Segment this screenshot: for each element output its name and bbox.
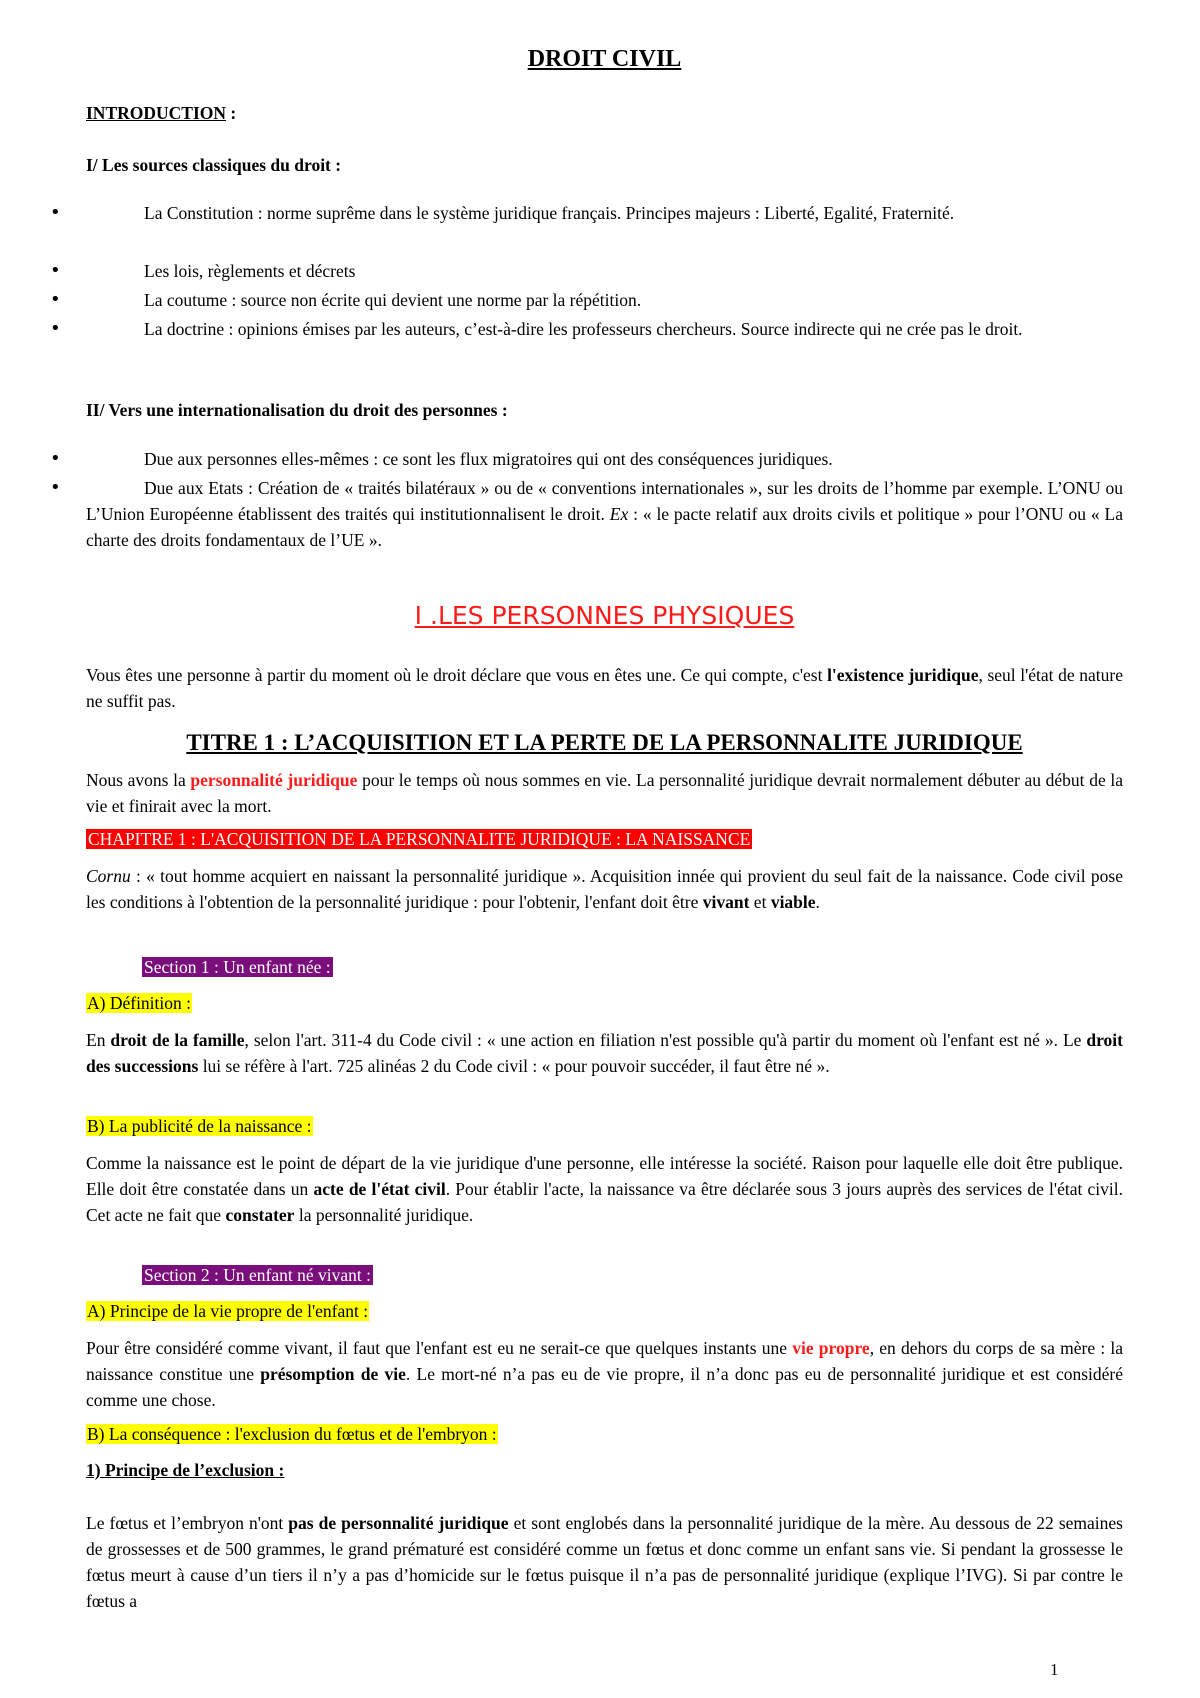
bullet-icon: • — [50, 318, 61, 339]
principe-exclusion-text: 1) Principe de l’exclusion : — [86, 1460, 285, 1480]
list-item-text: La coutume : source non écrite qui devient une norme par la répétition. — [144, 290, 642, 310]
text-run: et sont englobés dans la personnalité juridique de la mère. Au dessous de 22 semaines de grossesses et de 500 grammes, le grand prématuré est considéré comme un fœtus et donc comme un enfant sans vie. Si pendant la grossesse le fœtus meurt à cause d’un tiers il n’y a pas d’homicide sur le fœtus puisque il n’a pas de personnalité juridique (explique l’IVG). Si par contre le fœtus a — [86, 1513, 1123, 1611]
bold-term: l'existence juridique — [827, 665, 979, 685]
bold-term: droit des successions — [86, 1030, 1123, 1076]
part2-heading: II/ Vers une internationalisation du droit des personnes : — [86, 400, 508, 420]
red-term: vie propre — [792, 1338, 870, 1358]
bold-term: pas de personnalité juridique — [288, 1513, 509, 1533]
publicite-paragraph — [86, 1150, 1123, 1228]
red-term: personnalité juridique — [190, 770, 358, 790]
document-title: DROIT CIVIL — [527, 46, 682, 72]
subheading-text: A) Principe de la vie propre de l'enfant : — [87, 1301, 369, 1321]
subheading-consequence — [86, 1421, 1123, 1447]
text-run: . Le mort-né n’a pas eu de vie propre, il n’a donc pas eu de personnalité juridique et est considéré comme une chose. — [86, 1364, 1123, 1410]
text-run: Nous avons la — [86, 770, 191, 790]
personnalite-paragraph — [86, 767, 1123, 819]
vie-propre-paragraph — [86, 1335, 1123, 1413]
text-run: , en dehors du corps de sa mère : la naissance constitue une — [86, 1338, 1124, 1384]
list-item — [50, 316, 1123, 342]
intro-paragraph — [86, 662, 1123, 714]
text-run: . — [815, 892, 820, 912]
text-run: : « le pacte relatif aux droits civils et politique » pour l’ONU ou « La charte des droits fondamentaux de l’UE ». — [86, 504, 1123, 550]
text-run: Comme la naissance est le point de départ de la vie juridique d'une personne, elle intéresse la société. Raison pour laquelle elle doit être publique. Elle doit être constatée dans un — [86, 1153, 1123, 1199]
section2-heading-text: Section 2 : Un enfant né vivant : — [144, 1265, 371, 1285]
section1-heading-text: Section 1 : Un enfant née : — [144, 957, 331, 977]
principe-exclusion-heading — [86, 1457, 1123, 1483]
list-item — [50, 200, 1123, 226]
bullet-icon: • — [50, 477, 61, 498]
chapter-heading — [86, 826, 1123, 852]
cornu-paragraph — [86, 863, 1123, 915]
text-run: Pour être considéré comme vivant, il faut que l'enfant est eu ne serait-ce que quelques instants une — [86, 1338, 793, 1358]
subheading-definition — [86, 990, 1123, 1016]
titre-heading: TITRE 1 : L’ACQUISITION ET LA PERTE DE LA PERSONNALITE JURIDIQUE — [186, 730, 1023, 755]
list-item — [50, 258, 1123, 284]
subheading-text: A) Définition : — [87, 993, 192, 1013]
bullet-icon: • — [50, 260, 61, 281]
foetus-paragraph — [86, 1510, 1123, 1614]
text-run: , seul l'état de nature ne suffit pas. — [86, 665, 1123, 711]
text-run: et — [749, 892, 771, 912]
intro-heading — [86, 100, 1123, 126]
bold-term: vivant — [702, 892, 750, 912]
list-item-text: Due aux personnes elles-mêmes : ce sont les flux migratoires qui ont des conséquences juridiques. — [144, 449, 833, 469]
text-run: . Pour établir l'acte, la naissance va être déclarée sous 3 jours auprès des services de l'état civil. Cet acte ne fait que — [86, 1179, 1124, 1225]
subheading-text: B) La conséquence : l'exclusion du fœtus et de l'embryon : — [87, 1424, 497, 1444]
bullet-icon: • — [50, 202, 61, 223]
page-number: 1 — [1050, 1660, 1059, 1679]
subheading-principe — [86, 1298, 1123, 1324]
bold-term: droit de la famille — [110, 1030, 245, 1050]
bullet-icon: • — [50, 448, 61, 469]
bullet-icon: • — [50, 289, 61, 310]
text-run: Due aux Etats : Création de « traités bilatéraux » ou de « conventions internationales », sur les droits de l’homme par exemple. L’ONU ou L’Union Européenne établissent des traités qui institutionnalisent le droit. — [86, 478, 1123, 524]
bold-term: viable — [770, 892, 816, 912]
list-item-text: Les lois, règlements et décrets — [144, 261, 356, 281]
list-item — [50, 287, 1123, 313]
text-run: Le fœtus et l’embryon n'ont — [86, 1513, 289, 1533]
subheading-publicite — [86, 1113, 1123, 1139]
example-label: Ex — [609, 504, 629, 524]
subheading-text: B) La publicité de la naissance : — [87, 1116, 312, 1136]
bold-term: présomption de vie — [260, 1364, 406, 1384]
intro-heading-colon: : — [226, 103, 237, 123]
intro-heading-text: INTRODUCTION — [86, 103, 227, 123]
section1-heading — [86, 954, 1179, 980]
section-title: I .LES PERSONNES PHYSIQUES — [414, 601, 795, 630]
text-run: En — [86, 1030, 111, 1050]
list-item — [50, 475, 1123, 553]
list-item — [50, 446, 1123, 472]
list-item-text: La Constitution : norme suprême dans le système juridique français. Principes majeurs : Liberté, Egalité, Fraternité. — [144, 203, 955, 223]
section2-heading — [86, 1262, 1179, 1288]
text-run: Vous êtes une personne à partir du moment où le droit déclare que vous en êtes une. Ce qui compte, c'est — [86, 665, 828, 685]
text-run: lui se réfère à l'art. 725 alinéas 2 du Code civil : « pour pouvoir succéder, il faut être né ». — [198, 1056, 830, 1076]
part1-heading: I/ Les sources classiques du droit : — [86, 155, 342, 175]
author-name: Cornu — [86, 866, 131, 886]
bold-term: constater — [225, 1205, 295, 1225]
definition-paragraph — [86, 1027, 1123, 1079]
chapter-heading-text: CHAPITRE 1 : L'ACQUISITION DE LA PERSONNALITE JURIDIQUE : LA NAISSANCE — [88, 829, 751, 849]
text-run: pour le temps où nous sommes en vie. La personnalité juridique devrait normalement débuter au début de la vie et finirait avec la mort. — [86, 770, 1123, 816]
text-run: , selon l'art. 311-4 du Code civil : « une action en filiation n'est possible qu'à partir du moment où l'enfant est né ». Le — [244, 1030, 1087, 1050]
list-item-text — [86, 475, 1123, 553]
text-run: : « tout homme acquiert en naissant la personnalité juridique ». Acquisition innée qui provient du seul fait de la naissance. Code civil pose les conditions à l'obtention de la personnalité juridique : pour l'obtenir, l'enfant doit être — [86, 866, 1123, 912]
list-item-text: La doctrine : opinions émises par les auteurs, c’est-à-dire les professeurs chercheurs. Source indirecte qui ne crée pas le droit. — [144, 319, 1023, 339]
bold-term: acte de l'état civil — [313, 1179, 446, 1199]
text-run: la personnalité juridique. — [294, 1205, 474, 1225]
